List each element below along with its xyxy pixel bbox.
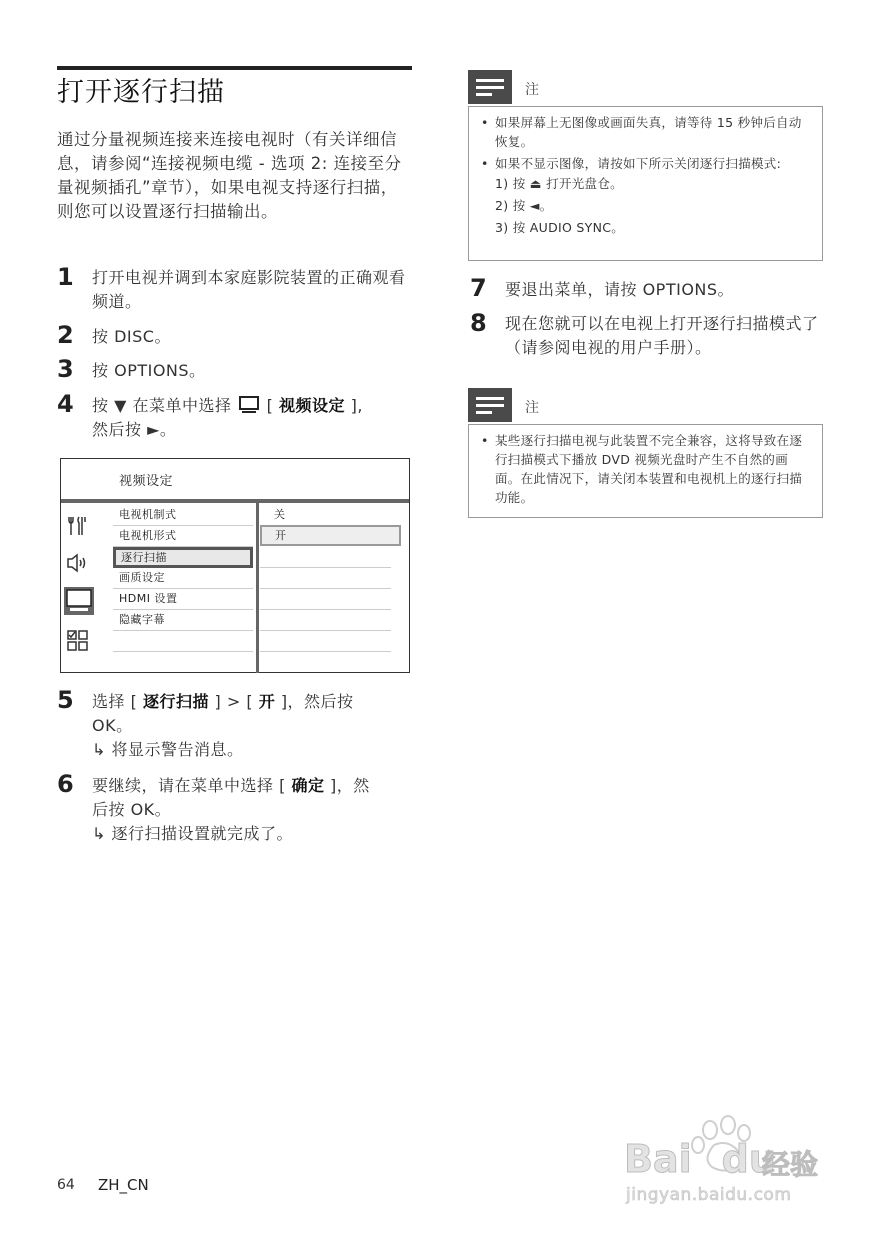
note-subitem: 2) 按 ◄。 xyxy=(495,198,553,213)
step-number: 1 xyxy=(57,263,74,291)
note-bullet: • 如果不显示图像，请按如下所示关闭逐行扫描模式: xyxy=(481,154,812,173)
step-text-part: ], xyxy=(350,396,363,415)
option-on[interactable]: 开 xyxy=(260,525,401,546)
step-text: 要退出菜单，请按 OPTIONS。 xyxy=(505,280,735,299)
step-number: 8 xyxy=(470,309,487,337)
watermark-url: jingyan.baidu.com xyxy=(626,1185,792,1205)
option-name-bold: 确定 xyxy=(291,776,325,795)
step-number: 7 xyxy=(470,274,487,302)
speaker-icon xyxy=(66,551,90,575)
step-text-part: 后按 OK。 xyxy=(92,800,172,819)
note-box xyxy=(468,106,823,261)
step-text xyxy=(92,394,410,442)
option-name-bold: 逐行扫描 xyxy=(142,692,209,711)
step-number: 3 xyxy=(57,355,74,383)
note-header xyxy=(468,388,823,430)
page-number: 64 xyxy=(57,1177,75,1193)
menu-item-progressive-scan[interactable]: 逐行扫描 xyxy=(113,547,253,568)
step-text xyxy=(92,359,206,383)
menu-item-tv-system[interactable]: 电视机制式 xyxy=(113,505,253,526)
option-off[interactable]: 关 xyxy=(260,505,391,526)
step-text-part: 按 xyxy=(92,361,115,380)
note-bullet: • 某些逐行扫描电视与此装置不完全兼容，这将导致在逐行扫描模式下播放 DVD 视频光盘时产生不自然的画面。在此情况下，请关闭本装置和电视机上的逐行扫描功能。 xyxy=(481,431,812,507)
step-text-part: [ xyxy=(266,396,274,415)
note-2 xyxy=(468,388,823,518)
option-empty xyxy=(260,610,391,631)
baidu-watermark xyxy=(622,1115,827,1210)
menu-item-closed-caption[interactable]: 隐藏字幕 xyxy=(113,610,253,631)
step-text-part: 要继续，请在菜单中选择 [ xyxy=(92,776,286,795)
tv-icon xyxy=(239,396,259,414)
note-label: 注 xyxy=(525,400,539,416)
step-text-part: 按 xyxy=(92,327,115,346)
option-value-bold: 开 xyxy=(258,692,276,711)
step-text-part: ]，然后按 xyxy=(280,692,354,711)
note-1 xyxy=(468,70,823,261)
option-empty xyxy=(260,589,391,610)
preferences-icon xyxy=(66,629,90,653)
note-box xyxy=(468,424,823,518)
step-number: 4 xyxy=(57,390,74,418)
step-text xyxy=(92,690,410,738)
key-disc: DISC xyxy=(114,327,155,346)
intro-paragraph: 通过分量视频连接来连接电视时（有关详细信息，请参阅“连接视频电缆 - 选项 2: 连接至分量视频插孔”章节），如果电视支持逐行扫描，则您可以设置逐行扫描输出。 xyxy=(57,130,402,221)
menu-divider xyxy=(256,503,259,673)
note-bullet: • 如果屏幕上无图像或画面失真，请等待 15 秒钟后自动恢复。 xyxy=(481,113,812,151)
watermark-suffix: 经验 xyxy=(762,1148,819,1181)
step-result: ↳ 逐行扫描设置就完成了。 xyxy=(92,824,293,843)
step-text: 现在您就可以在电视上打开逐行扫描模式了（请参阅电视的用户手册）。 xyxy=(505,314,819,357)
watermark-brand-left: Bai xyxy=(624,1137,692,1181)
note-icon xyxy=(468,70,512,104)
step-text-part: 选择 [ xyxy=(92,692,138,711)
option-empty xyxy=(260,568,391,589)
key-options: OPTIONS xyxy=(114,361,190,380)
language-code: ZH_CN xyxy=(98,1176,149,1194)
step-number: 5 xyxy=(57,686,74,714)
note-subitem: 1) 按 ⏏ 打开光盘仓。 xyxy=(495,176,623,191)
page-title: 打开逐行扫描 xyxy=(57,77,225,108)
menu-item-hdmi-setup[interactable]: HDMI 设置 xyxy=(113,589,253,610)
step-number: 6 xyxy=(57,770,74,798)
tv-icon xyxy=(64,587,94,615)
menu-item-picture-settings[interactable]: 画质设定 xyxy=(113,568,253,589)
menu-header xyxy=(61,459,409,503)
note-header xyxy=(468,70,823,112)
step-text-part: OK。 xyxy=(92,716,133,735)
note-label: 注 xyxy=(525,82,539,98)
video-settings-menu xyxy=(60,458,410,673)
step-text-part: ] > [ xyxy=(214,692,254,711)
tools-icon xyxy=(66,514,90,538)
menu-item-empty xyxy=(113,631,253,652)
option-empty xyxy=(260,631,391,652)
step-text xyxy=(92,774,410,822)
watermark-brand-right: du xyxy=(721,1137,776,1181)
menu-name-bold: 视频设定 xyxy=(279,396,346,415)
step-result: ↳ 将显示警告消息。 xyxy=(92,740,244,759)
option-empty xyxy=(260,547,391,568)
step-text xyxy=(92,325,171,349)
menu-item-tv-shape[interactable]: 电视机形式 xyxy=(113,526,253,547)
step-text-part: 。 xyxy=(189,361,206,380)
step-number: 2 xyxy=(57,321,74,349)
note-icon xyxy=(468,388,512,422)
watermark-brand xyxy=(624,1137,776,1181)
step-text-part: 然后按 ►。 xyxy=(92,420,177,439)
step-text-part: ]，然 xyxy=(330,776,370,795)
menu-title: 视频设定 xyxy=(119,474,174,489)
step-text: 打开电视并调到本家庭影院装置的正确观看频道。 xyxy=(92,268,406,311)
step-text-part: 按 ▼ 在菜单中选择 xyxy=(92,396,232,415)
note-subitem: 3) 按 AUDIO SYNC。 xyxy=(495,220,625,235)
step-text-part: 。 xyxy=(154,327,171,346)
